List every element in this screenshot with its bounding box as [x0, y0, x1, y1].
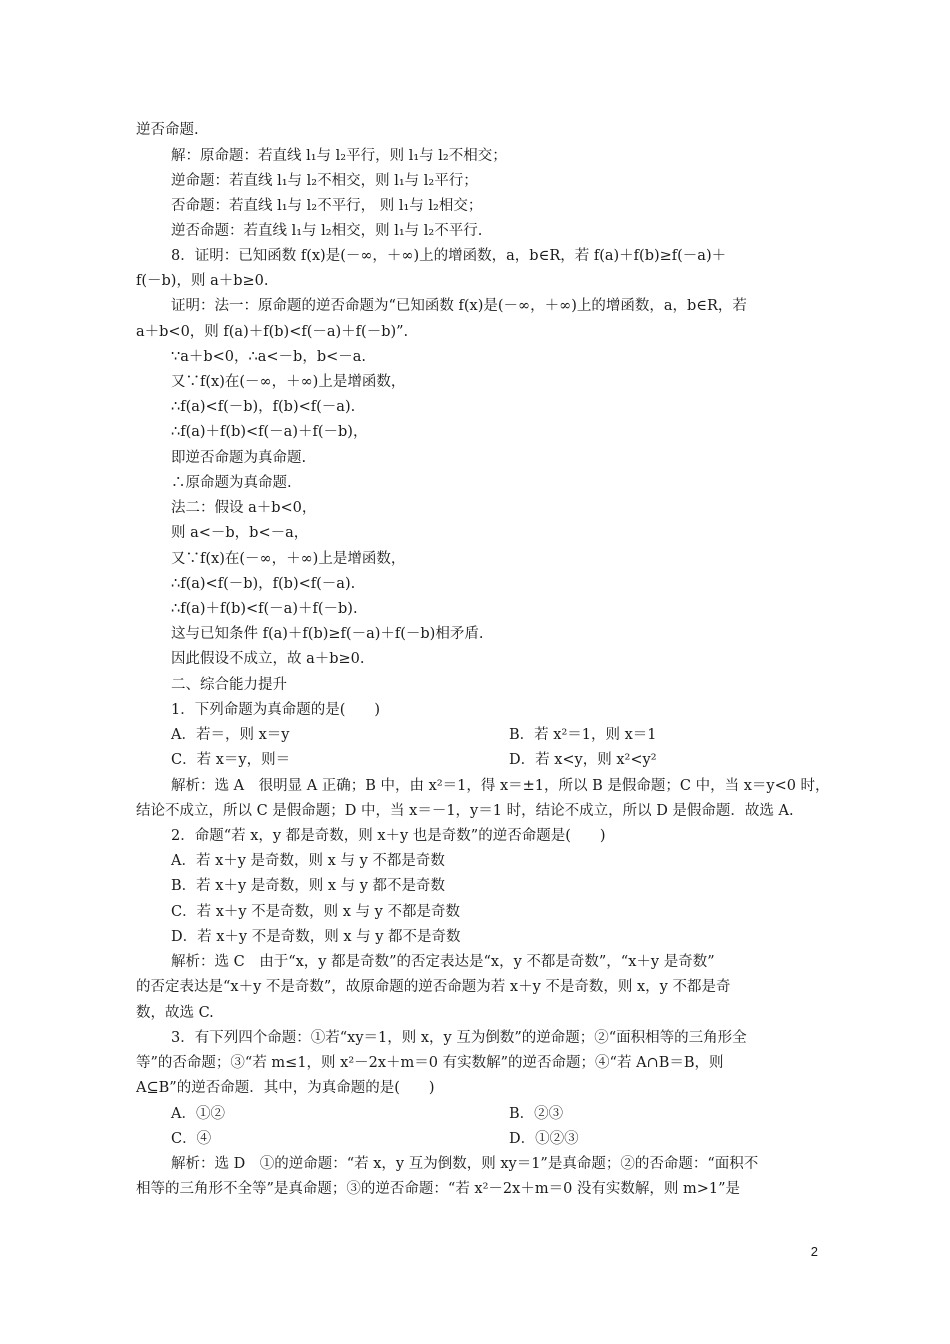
text-line: 因此假设不成立，故 a＋b≥0. [171, 651, 365, 667]
section-heading: 二、综合能力提升 [171, 677, 287, 693]
option-c: C．若 x＝y，则＝ [171, 752, 291, 768]
text-line: ∴原命题为真命题. [171, 475, 292, 491]
text-line: 即逆否命题为真命题. [171, 450, 307, 466]
text-line: 的否定表达是“x＋y 不是奇数”，故原命题的逆否命题为若 x＋y 不是奇数，则 x，y 不都是奇 [136, 979, 731, 995]
text-line: 解析：选 C 由于“x，y 都是奇数”的否定表达是“x，y 不都是奇数”，“x＋y 是奇数” [171, 954, 715, 970]
option-d: D．若 x<y，则 x²<y² [509, 752, 657, 768]
text-line: 解析：选 D ①的逆命题：“若 x，y 互为倒数，则 xy＝1”是真命题；②的否命题：“面积不 [171, 1156, 759, 1172]
text-line: f(－b)，则 a＋b≥0. [136, 273, 269, 289]
text-line: 法二：假设 a＋b<0， [171, 500, 317, 516]
question-stem: 2．命题“若 x，y 都是奇数，则 x＋y 也是奇数”的逆否命题是( ) [171, 828, 606, 844]
text-line: 逆命题：若直线 l₁与 l₂不相交，则 l₁与 l₂平行； [171, 173, 478, 189]
text-line: 解：原命题：若直线 l₁与 l₂平行，则 l₁与 l₂不相交； [171, 148, 507, 164]
text-line: ∴f(a)<f(－b)，f(b)<f(－a). [171, 576, 356, 592]
option-d: D．①②③ [509, 1131, 579, 1147]
text-line: 这与已知条件 f(a)＋f(b)≥f(－a)＋f(－b)相矛盾. [171, 626, 484, 642]
option-b: B．②③ [509, 1106, 564, 1122]
text-line: 又∵f(x)在(－∞，＋∞)上是增函数， [171, 551, 406, 567]
text-line: 否命题：若直线 l₁与 l₂不平行， 则 l₁与 l₂相交； [171, 198, 483, 214]
text-line: ∴f(a)<f(－b)，f(b)<f(－a). [171, 399, 356, 415]
text-line: 数，故选 C. [136, 1005, 214, 1021]
text-line: ∴f(a)＋f(b)<f(－a)＋f(－b)， [171, 424, 368, 440]
option-d: D．若 x＋y 不是奇数，则 x 与 y 都不是奇数 [171, 929, 461, 945]
option-c: C．④ [171, 1131, 212, 1147]
text-line: 解析：选 A 很明显 A 正确；B 中，由 x²＝1，得 x＝±1，所以 B 是假命题；C 中，当 x＝y<0 时， [171, 778, 830, 794]
page-number: 2 [810, 1244, 818, 1259]
text-line: 逆否命题. [136, 122, 199, 138]
option-a: A．若 x＋y 是奇数，则 x 与 y 不都是奇数 [171, 853, 445, 869]
text-line: 又∵f(x)在(－∞，＋∞)上是增函数， [171, 374, 406, 390]
text-line: ∵a＋b<0，∴a<－b，b<－a. [171, 349, 367, 365]
text-line: 等”的否命题；③“若 m≤1，则 x²－2x＋m＝0 有实数解”的逆否命题；④“若 A∩B＝B，则 [136, 1055, 724, 1071]
text-line: 证明：法一：原命题的逆否命题为“已知函数 f(x)是(－∞，＋∞)上的增函数，a，b∈R，若 [171, 298, 747, 314]
text-line: ∴f(a)＋f(b)<f(－a)＋f(－b). [171, 601, 358, 617]
text-line: 则 a<－b，b<－a， [171, 525, 309, 541]
text-line: A⊆B”的逆否命题．其中，为真命题的是( ) [136, 1080, 435, 1096]
text-line: 结论不成立，所以 C 是假命题；D 中，当 x＝－1，y＝1 时，结论不成立，所以 D 是假命题．故选 A. [136, 803, 794, 819]
question-stem: 1．下列命题为真命题的是( ) [171, 702, 381, 718]
text-line: 相等的三角形不全等”是真命题；③的逆否命题：“若 x²－2x＋m＝0 没有实数解，则 m>1”是 [136, 1181, 741, 1197]
option-a: A．①② [171, 1106, 225, 1122]
option-a: A．若＝，则 x＝y [171, 727, 290, 743]
option-c: C．若 x＋y 不是奇数，则 x 与 y 不都是奇数 [171, 904, 460, 920]
text-line: 逆否命题：若直线 l₁与 l₂相交，则 l₁与 l₂不平行. [171, 223, 483, 239]
option-b: B．若 x＋y 是奇数，则 x 与 y 都不是奇数 [171, 878, 446, 894]
option-b: B．若 x²＝1，则 x＝1 [509, 727, 657, 743]
question-stem: 3．有下列四个命题：①若“xy＝1，则 x，y 互为倒数”的逆命题；②“面积相等的三角形全 [171, 1030, 747, 1046]
text-line: 8．证明：已知函数 f(x)是(－∞，＋∞)上的增函数，a，b∈R，若 f(a)＋f(b)≥f(－a)＋ [171, 248, 727, 264]
text-line: a＋b<0，则 f(a)＋f(b)<f(－a)＋f(－b)”. [136, 324, 409, 340]
